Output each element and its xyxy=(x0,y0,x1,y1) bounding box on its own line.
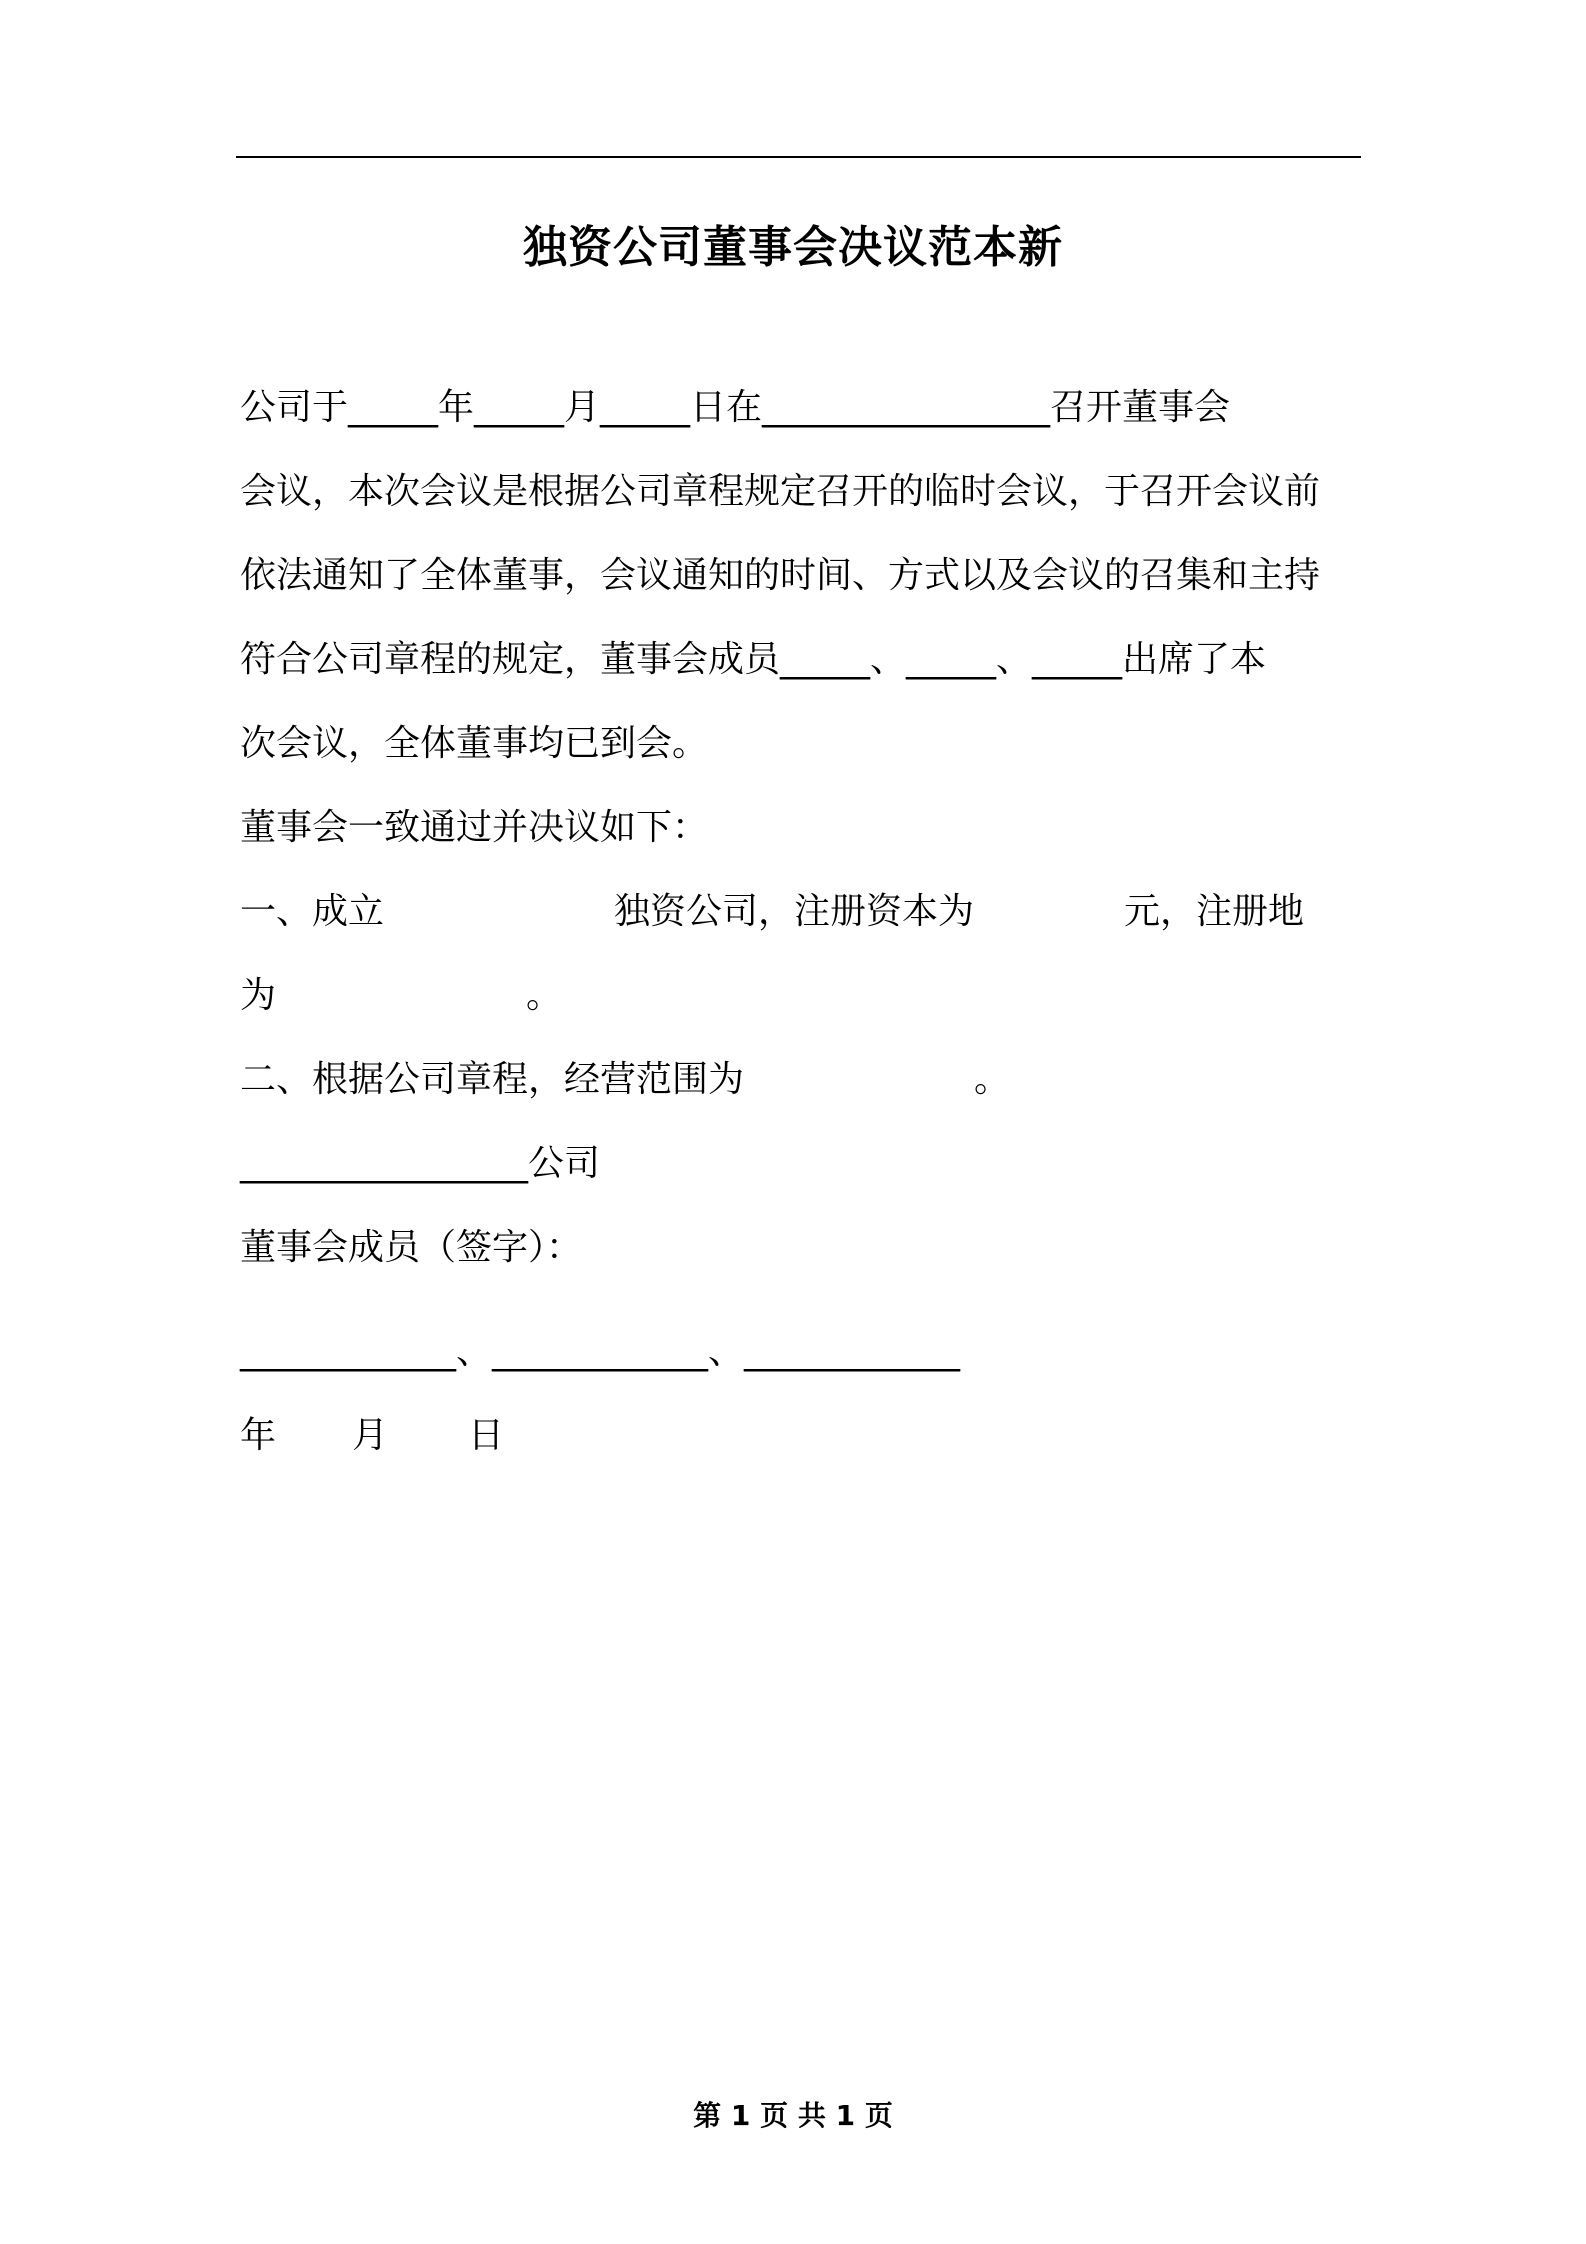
document-body xyxy=(240,366,1360,1478)
resolution-intro: 董事会一致通过并决议如下： xyxy=(240,807,709,848)
paragraph-line-4: 符合公司章程的规定，董事会成员_____、_____、_____出席了本 xyxy=(240,639,1267,680)
resolution-item-2-text: 二、根据公司章程，经营范围为 xyxy=(240,1059,745,1100)
resolution-item-1-continued xyxy=(240,954,1360,1038)
resolution-item-1-part-d: 为 xyxy=(240,975,277,1016)
date-year: 年 xyxy=(240,1415,277,1456)
paragraph-line-5: 次会议，全体董事均已到会。 xyxy=(240,723,709,764)
resolution-item-1-end: 。 xyxy=(526,975,563,1016)
resolution-item-1-part-c: 元，注册地 xyxy=(1124,891,1305,932)
company-name-line: ________________公司 xyxy=(240,1143,601,1184)
resolution-item-1-part-b: 独资公司，注册资本为 xyxy=(614,891,975,932)
paragraph-line-1: 公司于_____年_____月_____日在________________召开董事会 xyxy=(240,387,1231,428)
header-rule xyxy=(236,156,1361,158)
paragraph-line-3: 依法通知了全体董事，会议通知的时间、方式以及会议的召集和主持 xyxy=(240,555,1321,596)
resolution-item-2-end: 。 xyxy=(974,1059,1011,1100)
signature-blanks: ____________、____________、____________ xyxy=(240,1331,960,1372)
resolution-item-2 xyxy=(240,1038,1360,1122)
resolution-item-1-part-a: 一、成立 xyxy=(240,891,385,932)
paragraph-line-2: 会议，本次会议是根据公司章程规定召开的临时会议，于召开会议前 xyxy=(240,471,1321,512)
signature-label: 董事会成员（签字）： xyxy=(240,1227,583,1268)
date-day: 日 xyxy=(468,1415,505,1456)
date-month: 月 xyxy=(352,1415,389,1456)
date-line xyxy=(240,1394,1360,1478)
resolution-item-1 xyxy=(240,870,1360,954)
page-footer: 第 1 页 共 1 页 xyxy=(693,2099,893,2132)
document-title: 独资公司董事会决议范本新 xyxy=(523,222,1063,273)
